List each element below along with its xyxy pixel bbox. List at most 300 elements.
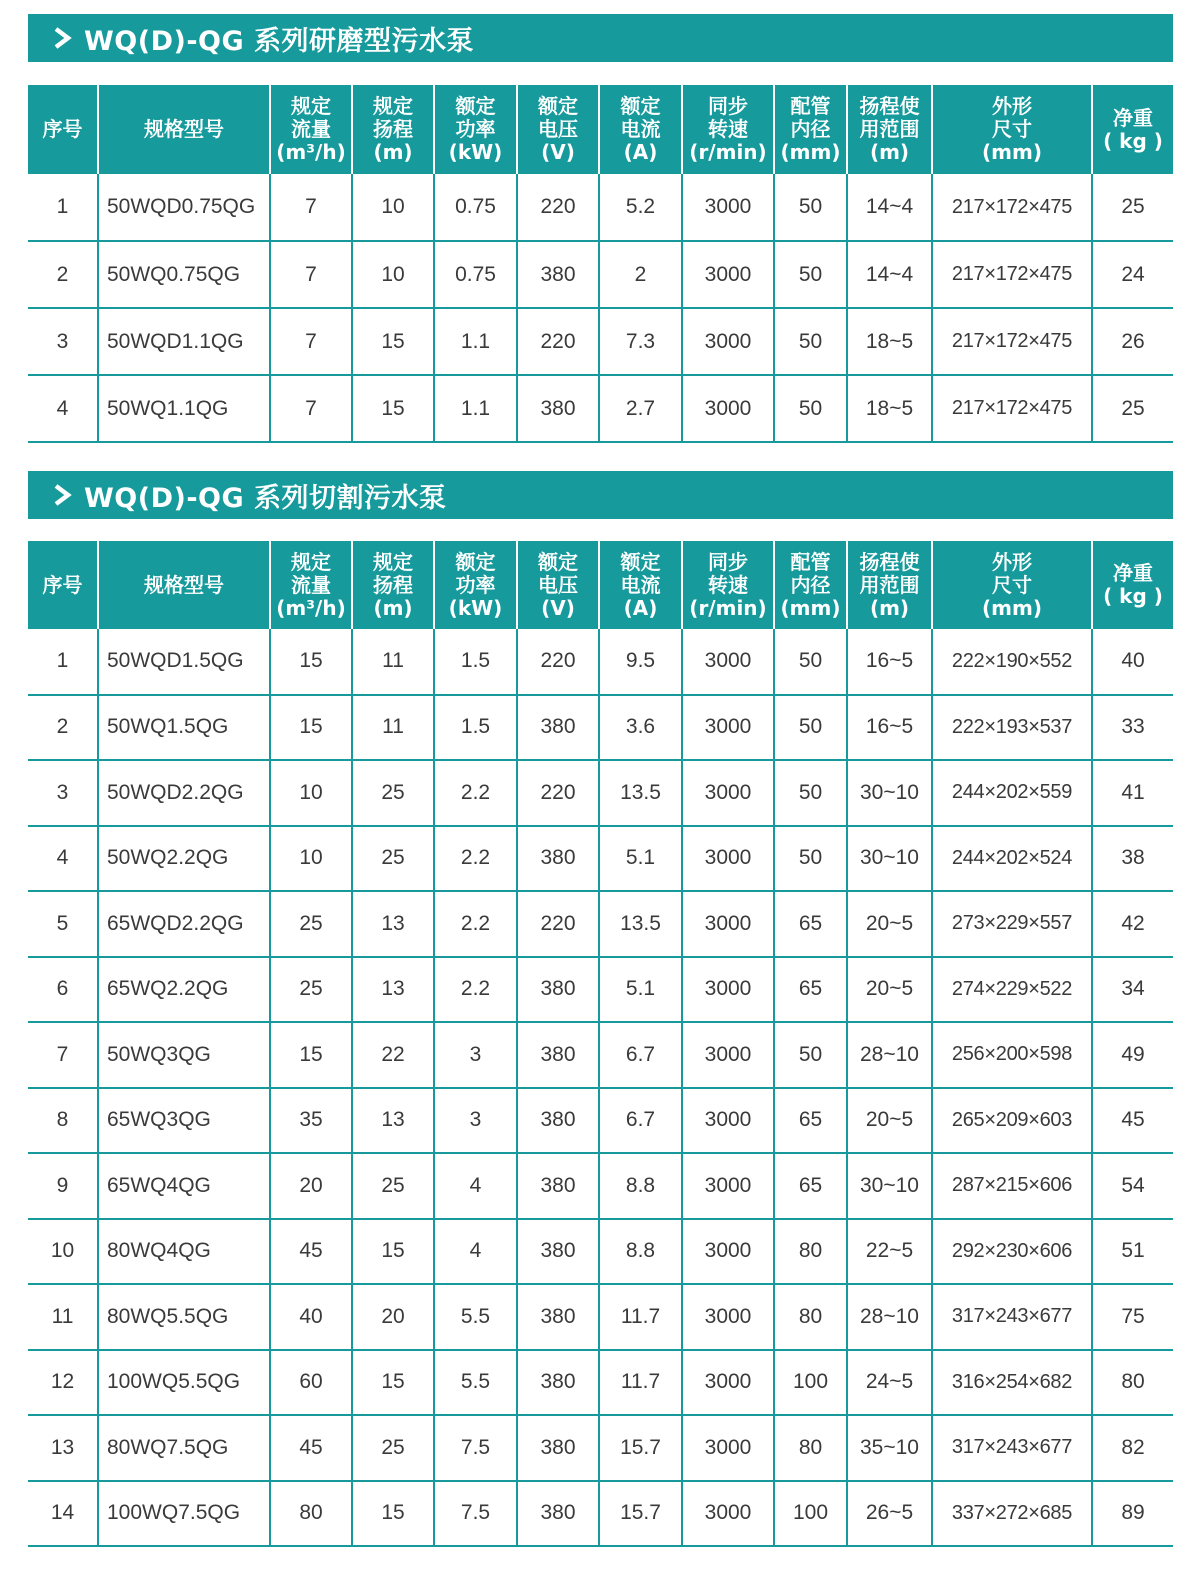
cell-head-range: 30~10 [847, 1153, 932, 1219]
cell-voltage: 380 [517, 1415, 599, 1481]
cell-head: 11 [352, 695, 434, 761]
cell-seq: 11 [28, 1284, 98, 1350]
cell-dimensions: 317×243×677 [932, 1415, 1092, 1481]
column-header-head-range [847, 85, 932, 174]
cell-flow: 7 [270, 375, 352, 442]
cell-dimensions: 217×172×475 [932, 241, 1092, 308]
cell-head-range: 28~10 [847, 1284, 932, 1350]
cell-seq: 2 [28, 695, 98, 761]
column-header-line: 内径 [790, 572, 831, 597]
cell-model: 50WQD1.1QG [98, 308, 270, 375]
column-header-flow [270, 85, 352, 174]
column-header-line: 规格型号 [144, 117, 224, 141]
column-header-weight [1092, 85, 1173, 174]
cell-flow: 45 [270, 1415, 352, 1481]
cell-model: 50WQ0.75QG [98, 241, 270, 308]
cell-voltage: 380 [517, 1088, 599, 1154]
column-header-power [434, 85, 517, 174]
cell-speed: 3000 [682, 241, 774, 308]
column-header-power [434, 541, 517, 629]
cell-dimensions: 316×254×682 [932, 1350, 1092, 1416]
column-header-model [98, 541, 270, 629]
column-header-current [599, 85, 682, 174]
cell-model: 50WQD0.75QG [98, 174, 270, 241]
spec-table-cutter [28, 541, 1173, 1547]
column-header-head [352, 541, 434, 629]
cell-pipe-diameter: 50 [774, 629, 847, 695]
cell-head-range: 30~10 [847, 760, 932, 826]
cell-pipe-diameter: 50 [774, 1022, 847, 1088]
cell-weight: 42 [1092, 891, 1173, 957]
column-header-line: (m) [373, 595, 413, 620]
cell-flow: 20 [270, 1153, 352, 1219]
cell-voltage: 380 [517, 695, 599, 761]
cell-head-range: 26~5 [847, 1481, 932, 1547]
cell-power: 3 [434, 1022, 517, 1088]
column-header-line: 规格型号 [144, 572, 224, 597]
cell-speed: 3000 [682, 760, 774, 826]
column-header-line: 序号 [42, 117, 83, 141]
column-header-pipe-diameter [774, 541, 847, 629]
cell-flow: 10 [270, 760, 352, 826]
column-header-line: 流量 [291, 117, 331, 141]
cell-head-range: 16~5 [847, 629, 932, 695]
column-header-line: (V) [541, 140, 575, 164]
cell-power: 5.5 [434, 1284, 517, 1350]
cell-seq: 1 [28, 174, 98, 241]
column-header-line: (r/min) [689, 595, 767, 620]
cell-model: 50WQ3QG [98, 1022, 270, 1088]
cell-weight: 45 [1092, 1088, 1173, 1154]
column-header-head-range [847, 541, 932, 629]
cell-voltage: 380 [517, 1481, 599, 1547]
cell-weight: 51 [1092, 1219, 1173, 1285]
table-header [28, 541, 1173, 629]
cell-weight: 40 [1092, 629, 1173, 695]
table-row [28, 1350, 1173, 1416]
cell-head-range: 20~5 [847, 891, 932, 957]
cell-current: 9.5 [599, 629, 682, 695]
cell-current: 2 [599, 241, 682, 308]
cell-power: 1.1 [434, 308, 517, 375]
cell-voltage: 380 [517, 1153, 599, 1219]
column-header-dimensions [932, 85, 1092, 174]
cell-current: 8.8 [599, 1153, 682, 1219]
chevron-right-icon [42, 26, 84, 50]
column-header-line: 转速 [708, 117, 748, 141]
table-body [28, 629, 1173, 1546]
cell-current: 11.7 [599, 1284, 682, 1350]
table-header [28, 85, 1173, 174]
column-header-line: 电流 [620, 117, 661, 141]
column-header-line: (kW) [448, 595, 503, 620]
column-header-line: (mm) [982, 140, 1042, 164]
table-row [28, 1022, 1173, 1088]
cell-model: 50WQ1.5QG [98, 695, 270, 761]
column-header-line: 功率 [455, 572, 496, 597]
cell-dimensions: 222×193×537 [932, 695, 1092, 761]
cell-model: 50WQD2.2QG [98, 760, 270, 826]
cell-pipe-diameter: 50 [774, 375, 847, 442]
column-header-line: (V) [541, 595, 575, 620]
column-header-line: 尺寸 [992, 117, 1032, 141]
cell-power: 2.2 [434, 957, 517, 1023]
cell-seq: 10 [28, 1219, 98, 1285]
cell-pipe-diameter: 80 [774, 1284, 847, 1350]
cell-current: 5.1 [599, 957, 682, 1023]
table-row [28, 629, 1173, 695]
cell-head-range: 20~5 [847, 957, 932, 1023]
cell-pipe-diameter: 100 [774, 1350, 847, 1416]
cell-model: 65WQD2.2QG [98, 891, 270, 957]
cell-seq: 13 [28, 1415, 98, 1481]
cell-weight: 24 [1092, 241, 1173, 308]
cell-voltage: 220 [517, 891, 599, 957]
cell-pipe-diameter: 50 [774, 826, 847, 892]
cell-head: 15 [352, 375, 434, 442]
cell-voltage: 380 [517, 1022, 599, 1088]
cell-flow: 35 [270, 1088, 352, 1154]
cell-weight: 26 [1092, 308, 1173, 375]
column-header-line: 尺寸 [992, 572, 1032, 597]
cell-dimensions: 265×209×603 [932, 1088, 1092, 1154]
cell-head-range: 14~4 [847, 241, 932, 308]
column-header-line: 序号 [42, 572, 83, 597]
cell-speed: 3000 [682, 891, 774, 957]
cell-power: 2.2 [434, 760, 517, 826]
column-header-line: 扬程使 [859, 549, 920, 574]
cell-speed: 3000 [682, 695, 774, 761]
cell-flow: 15 [270, 629, 352, 695]
cell-seq: 3 [28, 308, 98, 375]
cell-head: 15 [352, 308, 434, 375]
column-header-voltage [517, 85, 599, 174]
column-header-speed [682, 541, 774, 629]
spec-table-grinder [28, 85, 1173, 443]
column-header-weight [1092, 541, 1173, 629]
column-header-line: 外形 [992, 94, 1032, 118]
column-header-line: 电流 [620, 572, 661, 597]
cell-speed: 3000 [682, 826, 774, 892]
column-header-line: 功率 [455, 117, 496, 141]
cell-speed: 3000 [682, 957, 774, 1023]
cell-voltage: 380 [517, 1350, 599, 1416]
cell-dimensions: 337×272×685 [932, 1481, 1092, 1547]
cell-seq: 1 [28, 629, 98, 695]
cell-voltage: 380 [517, 1284, 599, 1350]
column-header-line: 内径 [790, 117, 831, 141]
cell-flow: 45 [270, 1219, 352, 1285]
table-row [28, 1219, 1173, 1285]
cell-voltage: 380 [517, 375, 599, 442]
cell-seq: 2 [28, 241, 98, 308]
column-header-line: 配管 [790, 94, 831, 118]
cell-model: 50WQ2.2QG [98, 826, 270, 892]
column-header-seq [28, 85, 98, 174]
column-header-line: ( kg ) [1103, 128, 1163, 153]
cell-power: 3 [434, 1088, 517, 1154]
cell-head-range: 24~5 [847, 1350, 932, 1416]
column-header-line: (m³/h) [276, 140, 346, 164]
cell-voltage: 380 [517, 957, 599, 1023]
column-header-line: 额定 [538, 549, 578, 574]
cell-weight: 38 [1092, 826, 1173, 892]
cell-seq: 6 [28, 957, 98, 1023]
column-header-flow [270, 541, 352, 629]
column-header-line: 转速 [708, 572, 748, 597]
cell-current: 11.7 [599, 1350, 682, 1416]
column-header-current [599, 541, 682, 629]
cell-model: 50WQ1.1QG [98, 375, 270, 442]
cell-flow: 60 [270, 1350, 352, 1416]
column-header-line: 规定 [373, 94, 413, 118]
cell-weight: 49 [1092, 1022, 1173, 1088]
cell-pipe-diameter: 80 [774, 1415, 847, 1481]
cell-current: 8.8 [599, 1219, 682, 1285]
cell-head: 15 [352, 1219, 434, 1285]
cell-speed: 3000 [682, 1088, 774, 1154]
column-header-line: 扬程使 [859, 94, 920, 118]
cell-speed: 3000 [682, 375, 774, 442]
cell-weight: 75 [1092, 1284, 1173, 1350]
cell-flow: 25 [270, 957, 352, 1023]
cell-pipe-diameter: 50 [774, 241, 847, 308]
cell-pipe-diameter: 100 [774, 1481, 847, 1547]
cell-current: 13.5 [599, 891, 682, 957]
cell-pipe-diameter: 50 [774, 174, 847, 241]
cell-flow: 40 [270, 1284, 352, 1350]
column-header-dimensions [932, 541, 1092, 629]
column-header-line: (m³/h) [276, 595, 346, 620]
cell-power: 5.5 [434, 1350, 517, 1416]
cell-model: 100WQ7.5QG [98, 1481, 270, 1547]
cell-head: 13 [352, 1088, 434, 1154]
table-row [28, 308, 1173, 375]
cell-flow: 7 [270, 174, 352, 241]
column-header-line: 电压 [538, 117, 578, 141]
cell-dimensions: 217×172×475 [932, 308, 1092, 375]
cell-voltage: 380 [517, 1219, 599, 1285]
column-header-line: 电压 [538, 572, 578, 597]
cell-power: 1.5 [434, 629, 517, 695]
cell-weight: 33 [1092, 695, 1173, 761]
cell-power: 4 [434, 1153, 517, 1219]
cell-seq: 8 [28, 1088, 98, 1154]
cell-dimensions: 317×243×677 [932, 1284, 1092, 1350]
cell-model: 80WQ7.5QG [98, 1415, 270, 1481]
table-row [28, 760, 1173, 826]
cell-current: 6.7 [599, 1022, 682, 1088]
cell-weight: 80 [1092, 1350, 1173, 1416]
cell-dimensions: 217×172×475 [932, 174, 1092, 241]
cell-pipe-diameter: 65 [774, 1088, 847, 1154]
section-title: WQ(D)-QG 系列切割污水泵 [84, 482, 447, 514]
cell-dimensions: 256×200×598 [932, 1022, 1092, 1088]
cell-model: 80WQ5.5QG [98, 1284, 270, 1350]
column-header-line: 用范围 [859, 117, 920, 141]
cell-head: 15 [352, 1350, 434, 1416]
column-header-line: (m) [373, 140, 413, 164]
cell-head: 25 [352, 760, 434, 826]
cell-pipe-diameter: 50 [774, 308, 847, 375]
cell-seq: 9 [28, 1153, 98, 1219]
column-header-line: 流量 [291, 572, 331, 597]
cell-pipe-diameter: 50 [774, 760, 847, 826]
column-header-line: ( kg ) [1103, 584, 1163, 608]
cell-voltage: 380 [517, 241, 599, 308]
cell-model: 65WQ2.2QG [98, 957, 270, 1023]
cell-head-range: 20~5 [847, 1088, 932, 1154]
cell-voltage: 220 [517, 308, 599, 375]
cell-head: 10 [352, 174, 434, 241]
cell-weight: 82 [1092, 1415, 1173, 1481]
cell-speed: 3000 [682, 1022, 774, 1088]
section-title: WQ(D)-QG 系列研磨型污水泵 [84, 25, 475, 57]
cell-flow: 15 [270, 695, 352, 761]
cell-current: 5.1 [599, 826, 682, 892]
column-header-line: 规定 [291, 549, 331, 574]
table-row [28, 375, 1173, 442]
section-header-grinder [28, 14, 1173, 62]
cell-power: 0.75 [434, 241, 517, 308]
cell-pipe-diameter: 65 [774, 1153, 847, 1219]
column-header-seq [28, 541, 98, 629]
cell-voltage: 220 [517, 760, 599, 826]
cell-current: 7.3 [599, 308, 682, 375]
cell-pipe-diameter: 80 [774, 1219, 847, 1285]
cell-power: 2.2 [434, 826, 517, 892]
column-header-line: 规定 [373, 549, 413, 574]
column-header-line: 配管 [790, 549, 831, 574]
column-header-voltage [517, 541, 599, 629]
cell-dimensions: 274×229×522 [932, 957, 1092, 1023]
column-header-line: (m) [869, 595, 910, 620]
column-header-line: (mm) [780, 140, 841, 164]
table-row [28, 1153, 1173, 1219]
cell-power: 1.5 [434, 695, 517, 761]
cell-head-range: 18~5 [847, 308, 932, 375]
column-header-line: (A) [623, 595, 658, 620]
column-header-line: 额定 [620, 549, 661, 574]
cell-model: 65WQ4QG [98, 1153, 270, 1219]
cell-speed: 3000 [682, 1415, 774, 1481]
cell-current: 5.2 [599, 174, 682, 241]
column-header-line: 同步 [708, 94, 748, 118]
table-row [28, 695, 1173, 761]
table-row [28, 891, 1173, 957]
cell-voltage: 220 [517, 174, 599, 241]
cell-power: 7.5 [434, 1481, 517, 1547]
cell-flow: 7 [270, 308, 352, 375]
cell-head-range: 22~5 [847, 1219, 932, 1285]
cell-head: 11 [352, 629, 434, 695]
cell-seq: 7 [28, 1022, 98, 1088]
cell-dimensions: 244×202×524 [932, 826, 1092, 892]
cell-model: 50WQD1.5QG [98, 629, 270, 695]
column-header-speed [682, 85, 774, 174]
cell-seq: 12 [28, 1350, 98, 1416]
cell-head: 25 [352, 1153, 434, 1219]
chevron-right-icon [42, 483, 84, 507]
cell-weight: 25 [1092, 375, 1173, 442]
cell-head: 25 [352, 826, 434, 892]
cell-head: 15 [352, 1481, 434, 1547]
cell-speed: 3000 [682, 174, 774, 241]
cell-power: 1.1 [434, 375, 517, 442]
cell-seq: 4 [28, 375, 98, 442]
cell-flow: 80 [270, 1481, 352, 1547]
table-row [28, 826, 1173, 892]
cell-head: 13 [352, 957, 434, 1023]
cell-model: 100WQ5.5QG [98, 1350, 270, 1416]
cell-head: 10 [352, 241, 434, 308]
cell-dimensions: 244×202×559 [932, 760, 1092, 826]
cell-dimensions: 273×229×557 [932, 891, 1092, 957]
section-header-cutter [28, 471, 1173, 519]
cell-weight: 34 [1092, 957, 1173, 1023]
cell-dimensions: 287×215×606 [932, 1153, 1092, 1219]
table-row [28, 1284, 1173, 1350]
table-row [28, 174, 1173, 241]
column-header-line: 净重 [1113, 105, 1153, 130]
column-header-line: 用范围 [859, 572, 920, 597]
cell-head-range: 16~5 [847, 695, 932, 761]
cell-model: 65WQ3QG [98, 1088, 270, 1154]
column-header-line: (A) [623, 140, 658, 164]
cell-head-range: 14~4 [847, 174, 932, 241]
cell-pipe-diameter: 50 [774, 695, 847, 761]
cell-current: 2.7 [599, 375, 682, 442]
cell-pipe-diameter: 65 [774, 891, 847, 957]
cell-weight: 41 [1092, 760, 1173, 826]
column-header-line: 同步 [708, 549, 748, 574]
column-header-line: (m) [869, 140, 910, 164]
table-row [28, 957, 1173, 1023]
column-header-line: 额定 [620, 94, 661, 118]
table-body [28, 174, 1173, 442]
cell-speed: 3000 [682, 1219, 774, 1285]
cell-speed: 3000 [682, 1153, 774, 1219]
cell-current: 15.7 [599, 1415, 682, 1481]
cell-dimensions: 222×190×552 [932, 629, 1092, 695]
table-row [28, 1088, 1173, 1154]
cell-current: 15.7 [599, 1481, 682, 1547]
cell-voltage: 220 [517, 629, 599, 695]
cell-weight: 25 [1092, 174, 1173, 241]
cell-head-range: 35~10 [847, 1415, 932, 1481]
table-row [28, 241, 1173, 308]
cell-speed: 3000 [682, 1481, 774, 1547]
cell-voltage: 380 [517, 826, 599, 892]
cell-flow: 10 [270, 826, 352, 892]
cell-speed: 3000 [682, 308, 774, 375]
column-header-head [352, 85, 434, 174]
cell-seq: 4 [28, 826, 98, 892]
column-header-line: (mm) [982, 595, 1042, 620]
cell-pipe-diameter: 65 [774, 957, 847, 1023]
column-header-line: 额定 [538, 94, 578, 118]
cell-weight: 89 [1092, 1481, 1173, 1547]
column-header-line: 外形 [992, 549, 1032, 574]
cell-model: 80WQ4QG [98, 1219, 270, 1285]
cell-speed: 3000 [682, 1350, 774, 1416]
cell-dimensions: 217×172×475 [932, 375, 1092, 442]
column-header-pipe-diameter [774, 85, 847, 174]
cell-head: 20 [352, 1284, 434, 1350]
cell-seq: 3 [28, 760, 98, 826]
cell-current: 6.7 [599, 1088, 682, 1154]
cell-power: 7.5 [434, 1415, 517, 1481]
